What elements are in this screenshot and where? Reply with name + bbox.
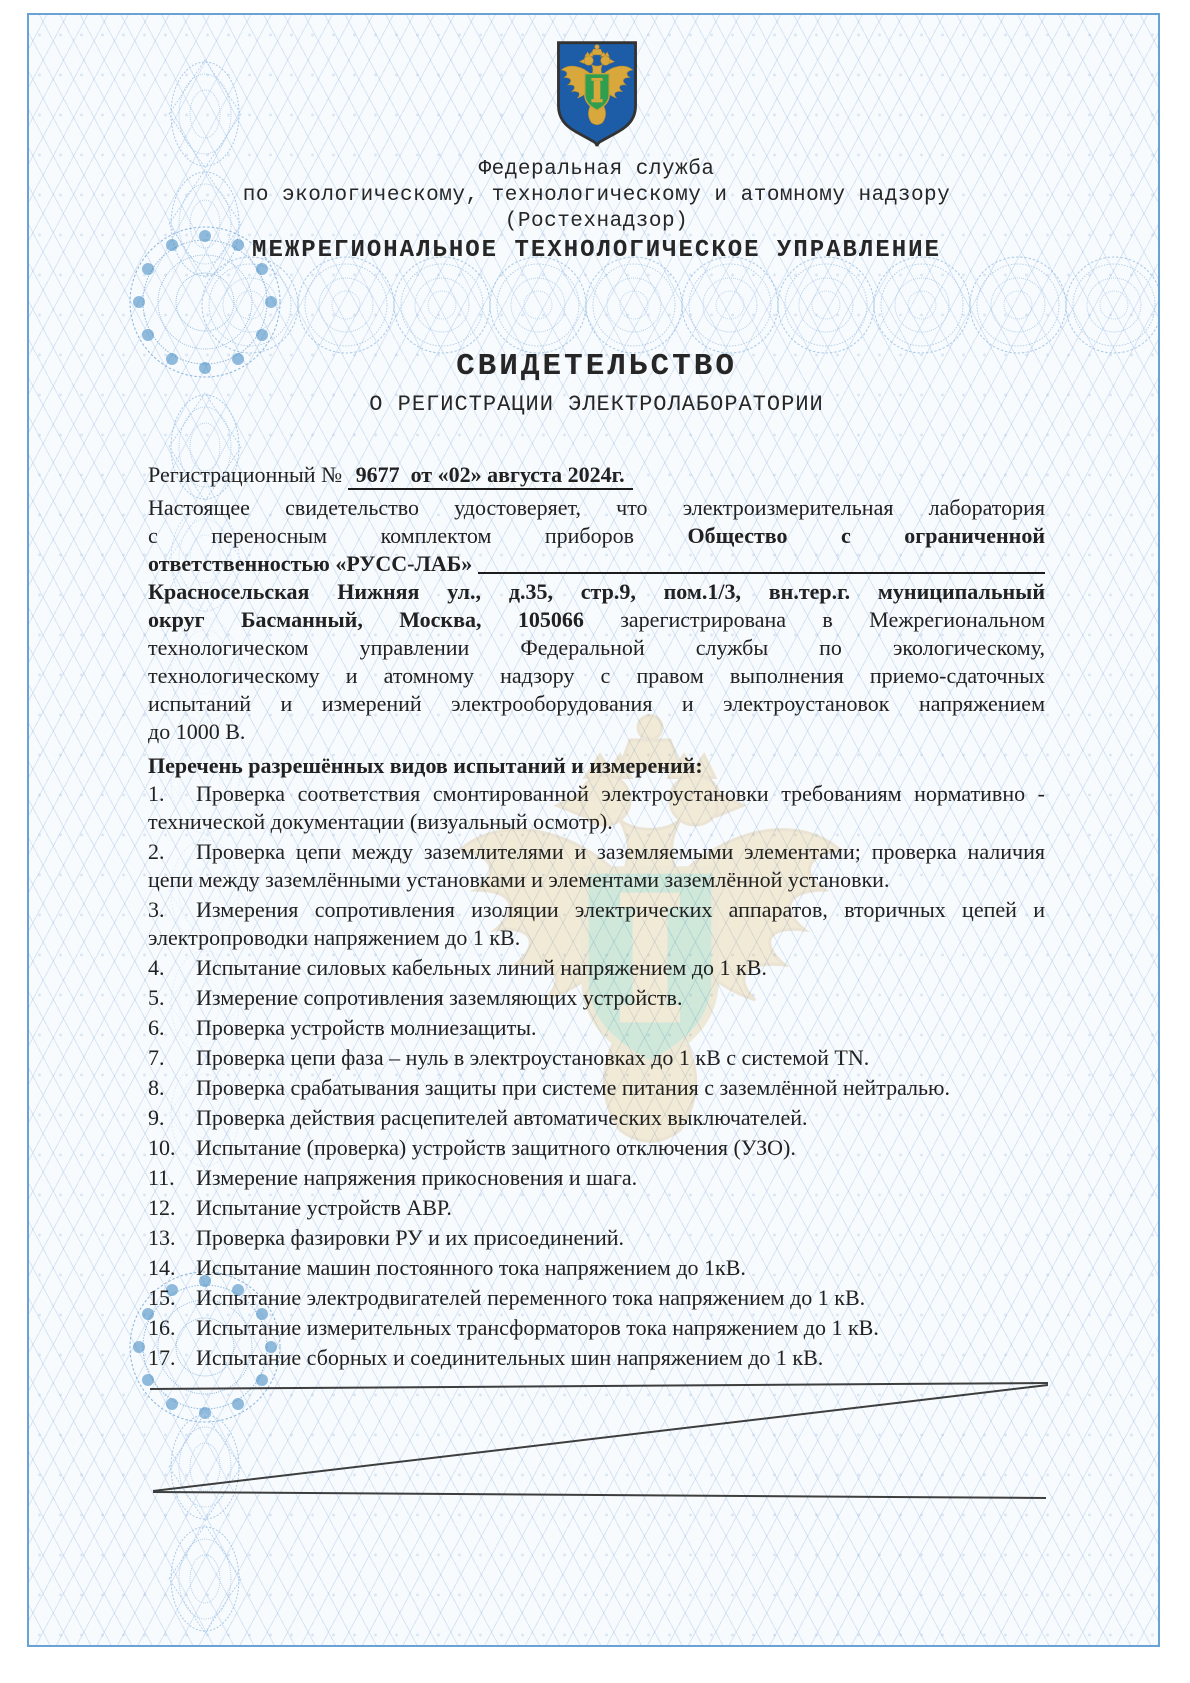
- certificate-title: СВИДЕТЕЛЬСТВО: [456, 349, 737, 384]
- list-item-number: 10.: [148, 1135, 176, 1160]
- header-agency-line2: по экологическому, технологическому и атомному надзору: [242, 184, 951, 207]
- rostekhnadzor-emblem-icon: [550, 36, 644, 149]
- list-item-number: 9.: [148, 1105, 165, 1130]
- list-item-number: 8.: [148, 1075, 165, 1100]
- list-item: [148, 1194, 1045, 1222]
- paragraph-run: технологическому и атомному надзору с правом выполнения приемо-сдаточных: [148, 663, 1045, 688]
- list-item-number: 14.: [148, 1255, 176, 1280]
- paragraph-line: [148, 634, 1045, 662]
- paragraph-run: до 1000 В.: [148, 719, 246, 744]
- list-item-text: Проверка срабатывания защиты при системе питания с заземлённой нейтралью.: [196, 1075, 950, 1100]
- list-item: [148, 896, 1045, 952]
- list-item: [148, 1164, 1045, 1192]
- list-item: [148, 1254, 1045, 1282]
- tests-list: [148, 780, 1045, 1372]
- list-item-text: Испытание устройств АВР.: [196, 1195, 452, 1220]
- list-item: [148, 1044, 1045, 1072]
- registration-from: от: [410, 462, 433, 487]
- list-item-text: Испытание (проверка) устройств защитного отключения (УЗО).: [196, 1135, 796, 1160]
- list-item: [148, 1314, 1045, 1342]
- list-item: [148, 1074, 1045, 1102]
- list-item-text: Проверка цепи между заземлителями и заземляемыми элементами; проверка наличия цепи между заземлёнными установками и элементами заземлённой установки.: [148, 839, 1045, 892]
- list-item-number: 6.: [148, 1015, 165, 1040]
- list-item: [148, 954, 1045, 982]
- list-item-text: Проверка цепи фаза – нуль в электроустановках до 1 кВ с системой TN.: [196, 1045, 870, 1070]
- list-item-text: Измерение напряжения прикосновения и шага.: [196, 1165, 638, 1190]
- list-item-number: 1.: [148, 781, 165, 806]
- list-item-text: Проверка фазировки РУ и их присоединений.: [196, 1225, 625, 1250]
- header-department: МЕЖРЕГИОНАЛЬНОЕ ТЕХНОЛОГИЧЕСКОЕ УПРАВЛЕНИЕ: [252, 237, 941, 264]
- list-item: [148, 780, 1045, 836]
- list-item: [148, 1284, 1045, 1312]
- registration-line: [148, 461, 1045, 489]
- list-item-number: 4.: [148, 955, 165, 980]
- body-paragraph: [148, 494, 1045, 746]
- list-item-number: 13.: [148, 1225, 176, 1250]
- paragraph-run: Настоящее свидетельство удостоверяет, что электроизмерительная лаборатория: [148, 495, 1045, 520]
- list-item-text: Испытание силовых кабельных линий напряжением до 1 кВ.: [196, 955, 767, 980]
- list-item: [148, 1344, 1045, 1372]
- registration-label: Регистрационный №: [148, 462, 343, 487]
- list-item-number: 2.: [148, 839, 165, 864]
- paragraph-run: испытаний и измерений электрооборудования и электроустановок напряжением: [148, 691, 1045, 716]
- registration-value: [348, 462, 633, 490]
- paragraph-line: [148, 550, 1045, 578]
- list-item-number: 7.: [148, 1045, 165, 1070]
- paragraph-run: ответственностью «РУСС-ЛАБ»: [148, 551, 473, 576]
- paragraph-line: [148, 522, 1045, 550]
- list-heading: Перечень разрешённых видов испытаний и измерений:: [148, 753, 703, 778]
- paragraph-run: зарегистрирована в Межрегиональном: [583, 607, 1045, 632]
- list-item-text: Испытание электродвигателей переменного тока напряжением до 1 кВ.: [196, 1285, 866, 1310]
- paragraph-run: технологическом управлении Федеральной службы по экологическому,: [148, 635, 1045, 660]
- list-item-text: Испытание машин постоянного тока напряжением до 1кВ.: [196, 1255, 746, 1280]
- registration-number: 9677: [355, 462, 400, 487]
- list-item-number: 15.: [148, 1285, 176, 1310]
- certificate-subtitle: О РЕГИСТРАЦИИ ЭЛЕКТРОЛАБОРАТОРИИ: [369, 392, 824, 417]
- header-agency-line3: (Ростехнадзор): [504, 210, 689, 233]
- list-item: [148, 1014, 1045, 1042]
- registration-date: «02» августа 2024г.: [437, 462, 625, 487]
- paragraph-line: [148, 494, 1045, 522]
- header-agency-line1: Федеральная служба: [478, 158, 715, 181]
- list-item-number: 3.: [148, 897, 165, 922]
- list-item-text: Испытание сборных и соединительных шин напряжением до 1 кВ.: [196, 1345, 824, 1370]
- paragraph-run: округ Басманный, Москва, 105066: [148, 607, 584, 632]
- list-item: [148, 1134, 1045, 1162]
- paragraph-line: [148, 606, 1045, 634]
- list-item-text: Проверка устройств молниезащиты.: [196, 1015, 537, 1040]
- blank-underline: [478, 572, 1045, 574]
- list-item: [148, 838, 1045, 894]
- list-item-text: Измерения сопротивления изоляции электрических аппаратов, вторичных цепей и электропроводки напряжением до 1 кВ.: [148, 897, 1045, 950]
- list-item: [148, 984, 1045, 1012]
- list-item-text: Испытание измерительных трансформаторов тока напряжением до 1 кВ.: [196, 1315, 879, 1340]
- list-item-text: Проверка действия расцепителей автоматических выключателей.: [196, 1105, 808, 1130]
- list-item-number: 16.: [148, 1315, 176, 1340]
- paragraph-run: с переносным комплектом приборов: [148, 523, 688, 548]
- paragraph-run: Общество с ограниченной: [687, 523, 1045, 548]
- paragraph-line: [148, 578, 1045, 606]
- list-item: [148, 1104, 1045, 1132]
- paragraph-run: Красносельская Нижняя ул., д.35, стр.9, пом.1/3, вн.тер.г. муниципальный: [148, 579, 1045, 604]
- paragraph-line: [148, 690, 1045, 718]
- z-strike-lines: [150, 1383, 1048, 1498]
- list-item-text: Проверка соответствия смонтированной электроустановки требованиям нормативно - технической документации (визуальный осмотр).: [148, 781, 1045, 834]
- paragraph-line: [148, 662, 1045, 690]
- certificate-content: [148, 0, 1045, 1374]
- list-item-number: 11.: [148, 1165, 175, 1190]
- list-item: [148, 1224, 1045, 1252]
- list-item-text: Измерение сопротивления заземляющих устройств.: [196, 985, 683, 1010]
- list-item-number: 17.: [148, 1345, 176, 1370]
- list-item-number: 5.: [148, 985, 165, 1010]
- list-item-number: 12.: [148, 1195, 176, 1220]
- paragraph-line: [148, 718, 1045, 746]
